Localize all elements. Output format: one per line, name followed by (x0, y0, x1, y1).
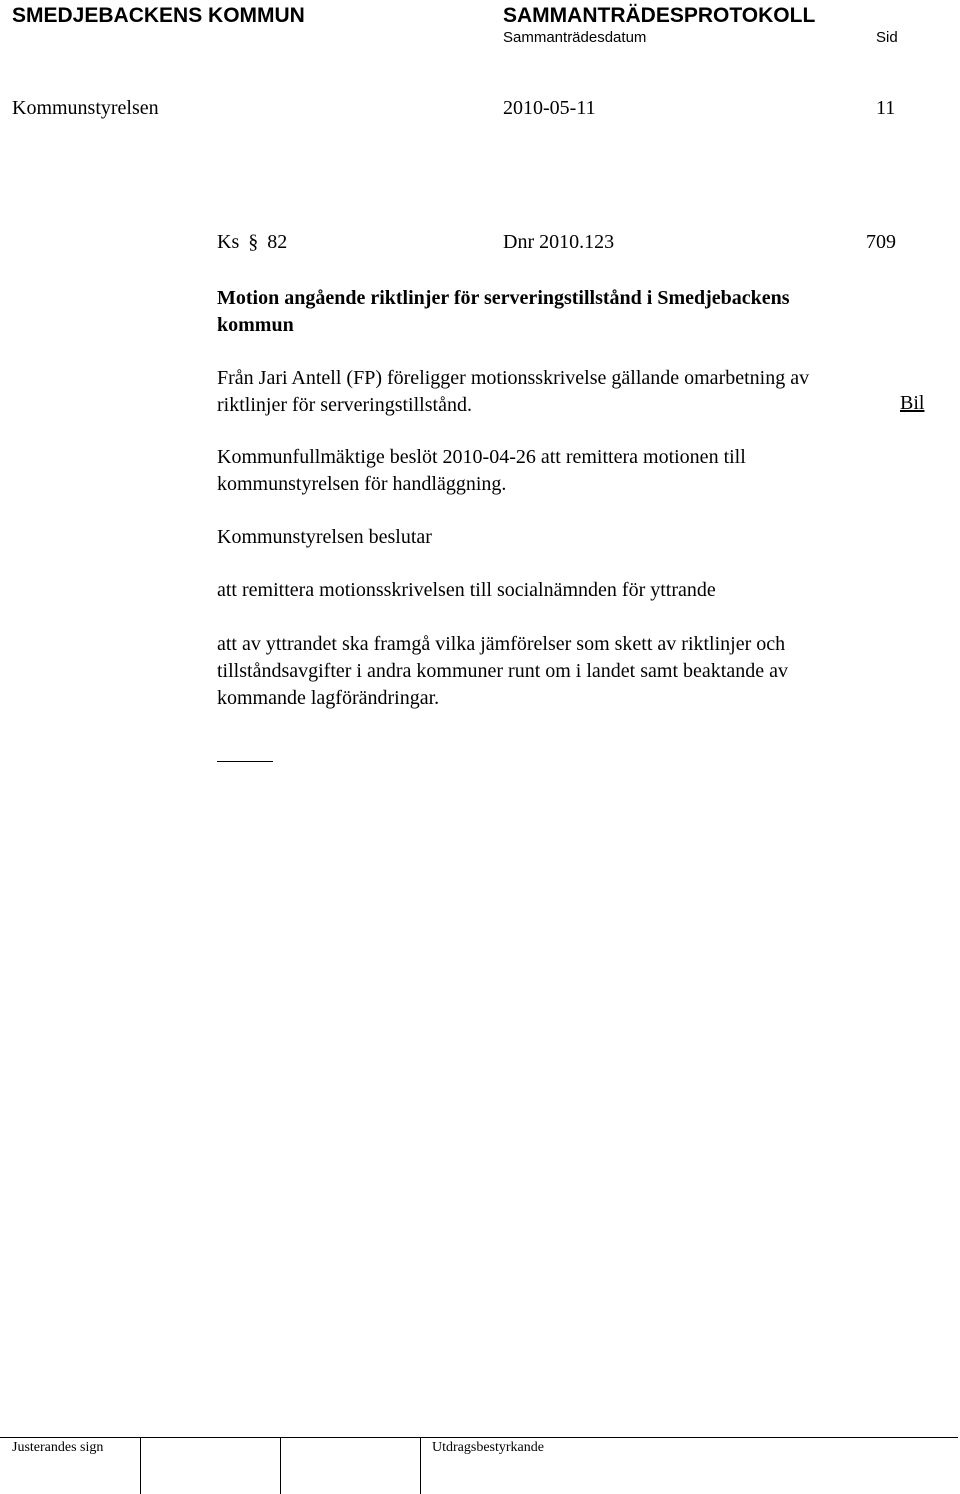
council-line: kommunstyrelsen för handläggning. (217, 473, 507, 495)
item-title-line: Motion angående riktlinjer för serveringstillstånd i Smedjebackens (217, 287, 790, 309)
intro-paragraph (217, 365, 917, 419)
page-number: 11 (876, 97, 896, 119)
footer-divider (0, 1437, 958, 1438)
extract-certification-label: Utdragsbestyrkande (432, 1440, 544, 1455)
intro-line: Från Jari Antell (FP) föreligger motionsskrivelse gällande omarbetning av (217, 367, 810, 389)
council-paragraph (217, 444, 917, 498)
item-title-line: kommun (217, 314, 294, 336)
adjuster-sign-label: Justerandes sign (12, 1440, 104, 1455)
footer-separator (280, 1437, 281, 1494)
meeting-date: 2010-05-11 (503, 97, 596, 119)
archive-code: 709 (866, 231, 896, 253)
decision-2-line: tillståndsavgifter i andra kommuner runt om i landet samt beaktande av (217, 660, 788, 682)
footer-separator (140, 1437, 141, 1494)
committee-name: Kommunstyrelsen (12, 97, 159, 119)
paragraph-number: 82 (267, 231, 288, 253)
paragraph-symbol: § (248, 231, 259, 253)
intro-line: riktlinjer för serveringstillstånd. (217, 394, 472, 416)
document-type: SAMMANTRÄDESPROTOKOLL (503, 4, 816, 27)
decision-2-line: att av yttrandet ska framgå vilka jämförelser som skett av riktlinjer och (217, 633, 786, 655)
decision-2-line: kommande lagförändringar. (217, 687, 440, 709)
paragraph-prefix: Ks (217, 231, 240, 253)
item-title (217, 285, 917, 339)
meeting-date-label: Sammanträdesdatum (503, 29, 647, 46)
decision-heading: Kommunstyrelsen beslutar (217, 526, 432, 548)
footer-separator (420, 1437, 421, 1494)
council-line: Kommunfullmäktige beslöt 2010-04-26 att remittera motionen till (217, 446, 746, 468)
closing-rule (217, 761, 273, 762)
diary-number: Dnr 2010.123 (503, 231, 615, 253)
decision-2 (217, 631, 917, 712)
attachment-link[interactable]: Bil (900, 392, 925, 414)
municipality-name: SMEDJEBACKENS KOMMUN (12, 4, 305, 27)
page-label: Sid (876, 29, 898, 46)
decision-1: att remittera motionsskrivelsen till socialnämnden för yttrande (217, 579, 716, 601)
paragraph-ref (217, 231, 287, 254)
